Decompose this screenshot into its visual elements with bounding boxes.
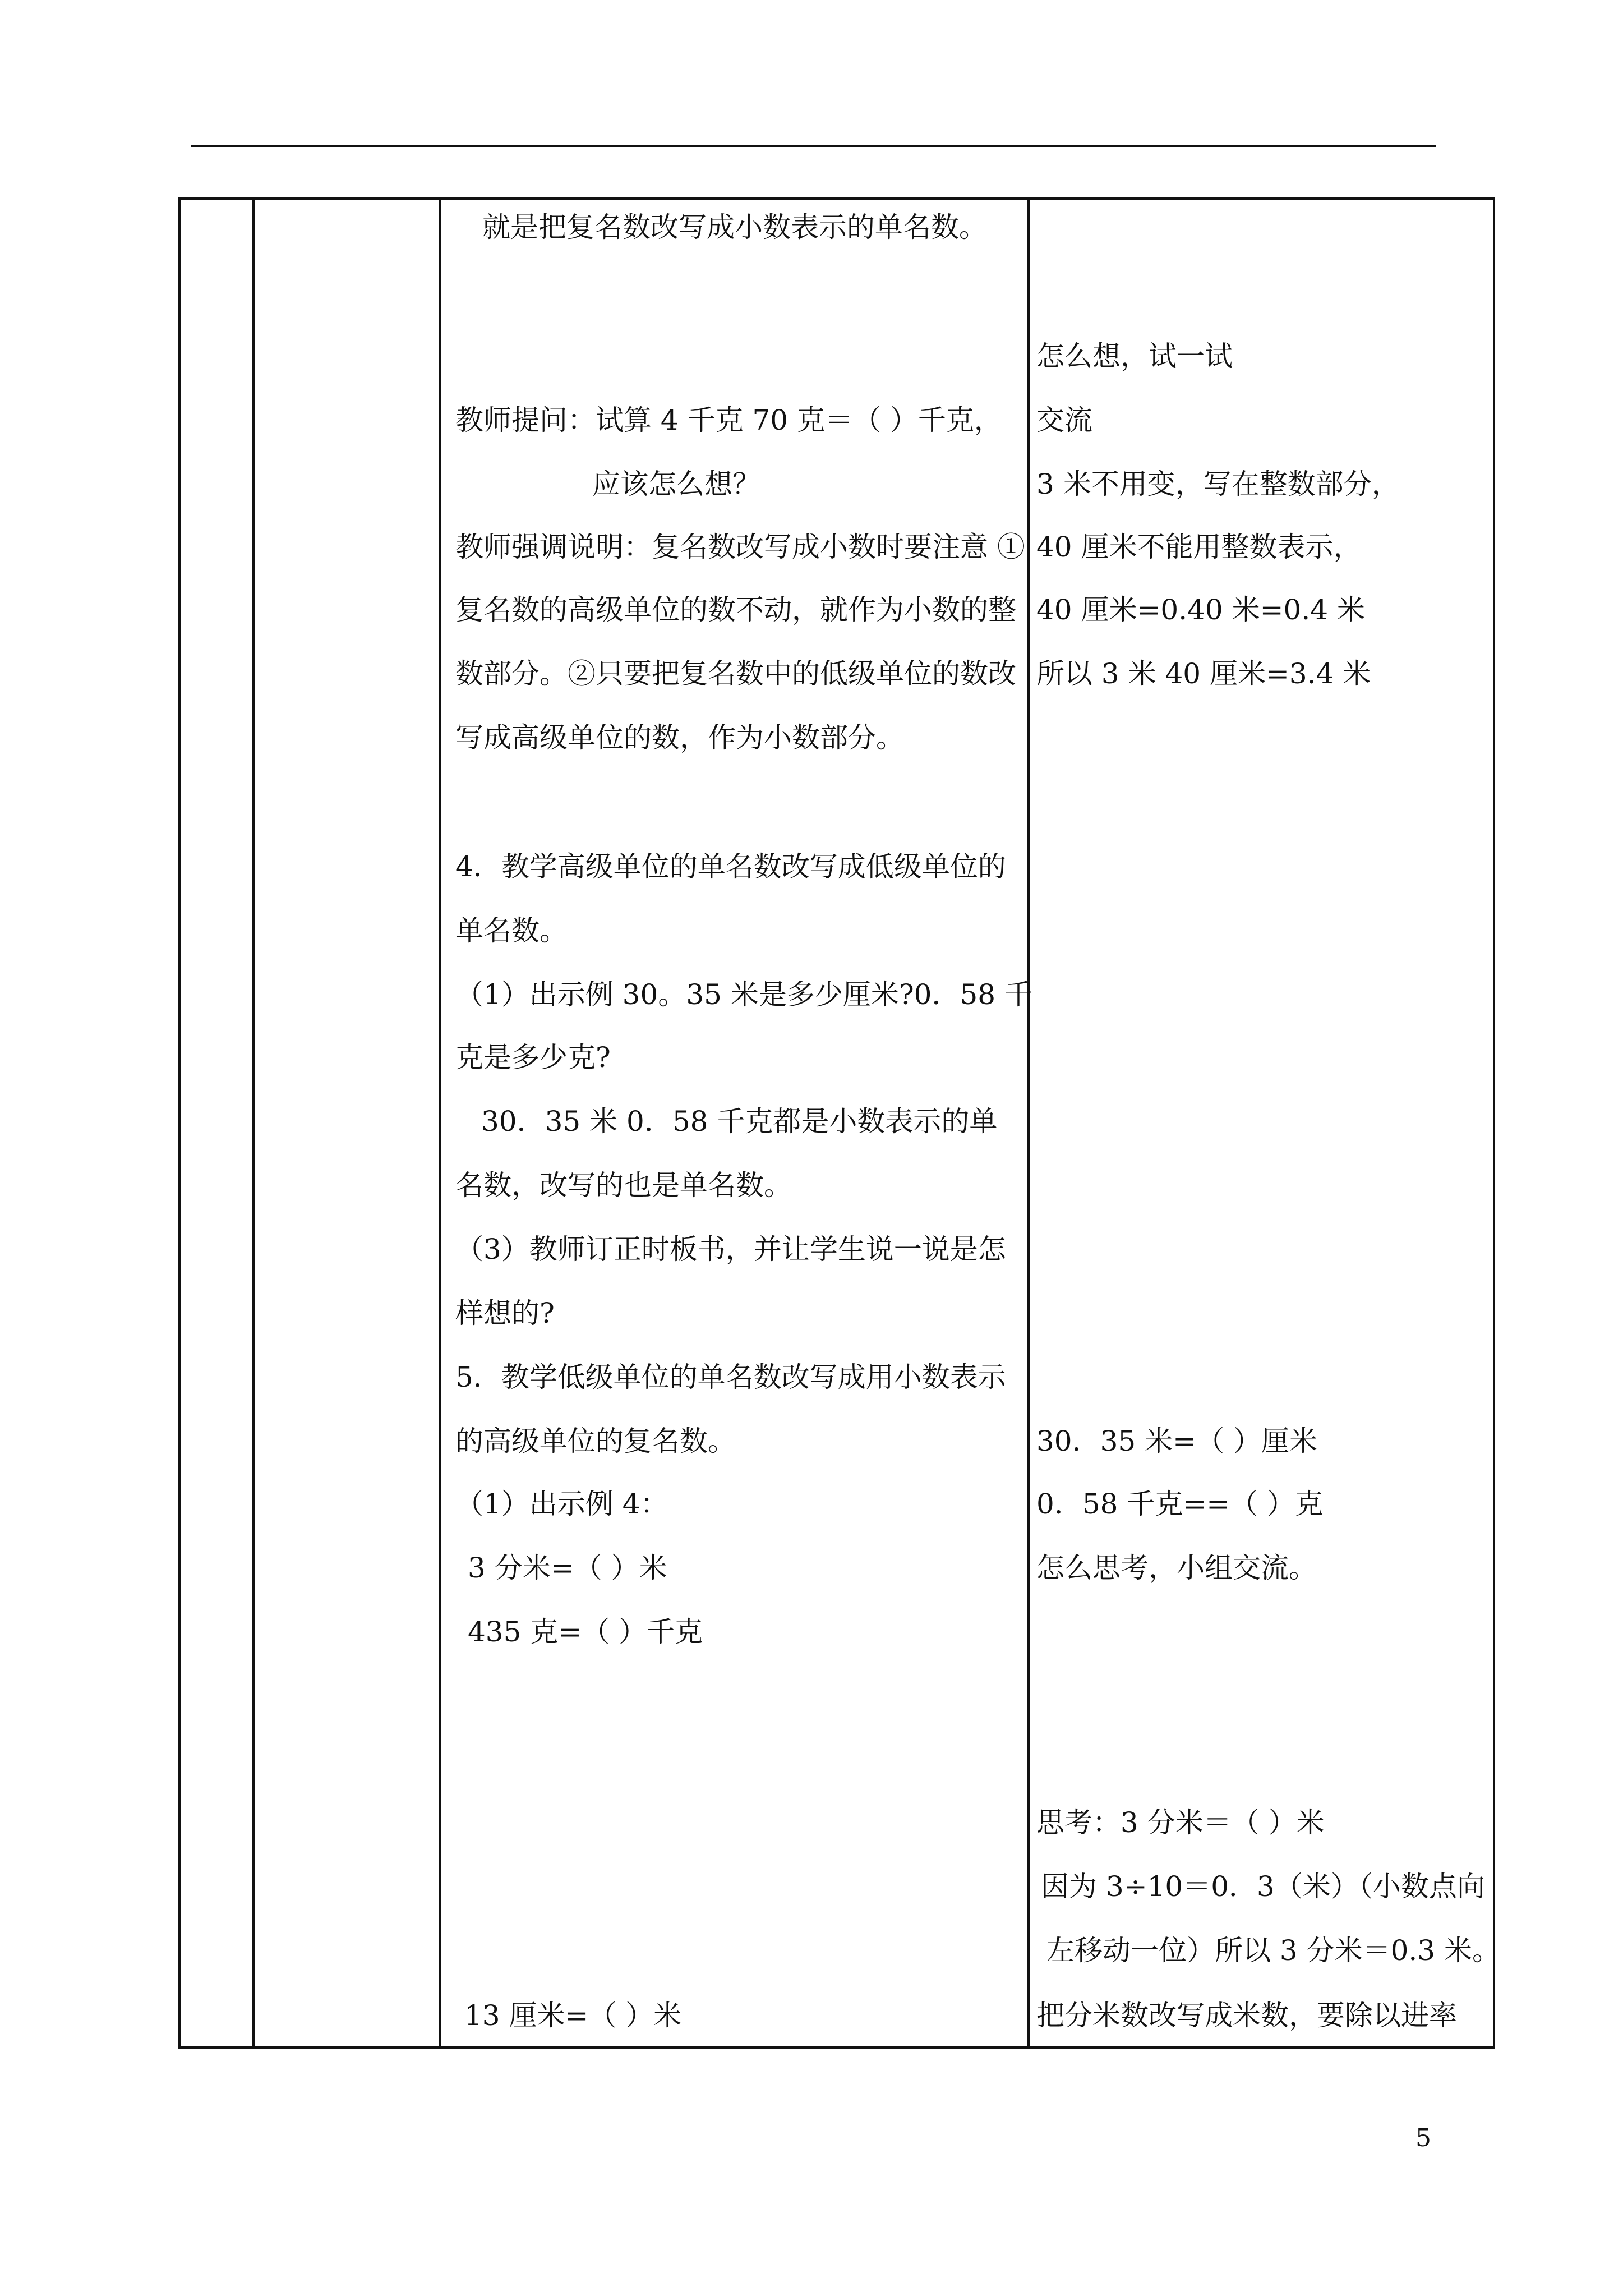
student-line: 40 厘米=0.40 米=0.4 米 [1036,593,1365,626]
teacher-line: （1）出示例 4： [455,1488,668,1520]
student-line: 把分米数改写成米数，要除以进率 [1036,1999,1457,2032]
teacher-line: 教师提问：试算 4 千克 70 克＝（ ）千克， [455,404,1002,436]
teacher-line: 13 厘米=（ ）米 [464,1999,682,2032]
teacher-line: 单名数。 [455,914,568,947]
teacher-line: 4．教学高级单位的单名数改写成低级单位的 [455,850,1006,883]
teacher-line: 教师强调说明：复名数改写成小数时要注意 ① [455,531,1025,563]
teacher-line: 30．35 米 0．58 千克都是小数表示的单 [481,1105,998,1138]
student-line: 30．35 米=（ ）厘米 [1036,1425,1317,1457]
teacher-line: 名数，改写的也是单名数。 [455,1169,792,1202]
teacher-line: 数部分。②只要把复名数中的低级单位的数改 [455,657,1016,690]
teacher-line: 写成高级单位的数，作为小数部分。 [455,721,904,754]
table-column-divider-3 [1027,197,1030,2049]
student-line: 思考：3 分米＝（ ）米 [1036,1806,1325,1839]
table-column-divider-2 [439,197,441,2049]
student-line: 所以 3 米 40 厘米=3.4 米 [1036,657,1371,690]
teacher-line: 3 分米=（ ）米 [468,1552,667,1584]
student-line: 怎么想，试一试 [1036,340,1233,372]
teacher-line: 435 克=（ ）千克 [468,1616,703,1648]
student-line: 交流 [1036,404,1092,436]
student-line: 40 厘米不能用整数表示， [1036,531,1362,563]
teacher-line: （1）出示例 30。35 米是多少厘米?0．58 千 [455,978,1032,1011]
header-rule [191,145,1436,147]
teacher-line: 就是把复名数改写成小数表示的单名数。 [482,211,987,243]
teacher-line: 5．教学低级单位的单名数改写成用小数表示 [455,1361,1006,1393]
teacher-line: 的高级单位的复名数。 [455,1425,736,1457]
teacher-line: （3）教师订正时板书，并让学生说一说是怎 [455,1233,1006,1266]
teacher-line: 克是多少克? [455,1041,611,1074]
teacher-line: 复名数的高级单位的数不动，就作为小数的整 [455,593,1016,626]
student-line: 左移动一位）所以 3 分米＝0.3 米。 [1046,1934,1501,1967]
student-line: 因为 3÷10＝0．3（米）（小数点向 [1041,1870,1485,1903]
student-line: 3 米不用变，写在整数部分， [1036,468,1400,500]
teacher-line: 应该怎么想？ [592,468,760,500]
page-number: 5 [1415,2124,1431,2152]
student-line: 怎么思考，小组交流。 [1036,1552,1317,1584]
teacher-line: 样想的? [455,1297,555,1329]
student-line: 0．58 千克==（ ）克 [1036,1488,1324,1520]
table-column-divider-1 [252,197,255,2049]
